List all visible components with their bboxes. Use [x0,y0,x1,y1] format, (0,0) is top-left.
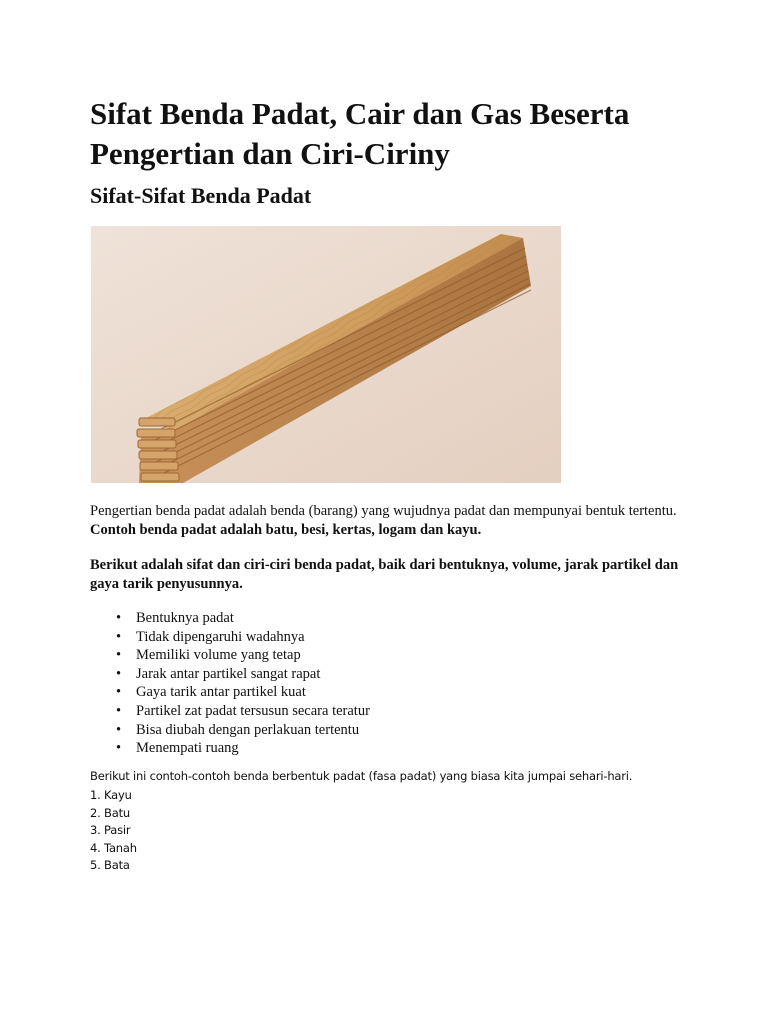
list-item: • Bentuknya padat [116,610,234,626]
list-item: 3. Pasir [90,823,131,838]
list-item: 1. Kayu [90,788,132,802]
list-item: • Menempati ruang [116,740,239,757]
properties-lead: Berikut adalah sifat dan ciri-ciri benda padat, baik dari bentuknya, volume, jarak partikel dan gaya tarik penyusunnya. [90,557,679,592]
list-item: • Tidak dipengaruhi wadahnya [116,628,305,645]
list-item: • Gaya tarik antar partikel kuat [116,684,306,701]
intro-examples: Contoh benda padat adalah batu, besi, kertas, logam dan kayu. [90,522,482,538]
wooden-planks-photo [91,226,561,483]
examples-list [90,787,137,875]
page-title: Sifat Benda Padat, Cair dan Gas Beserta Pengertian dan Ciri-Ciriny [90,96,630,171]
list-item: • Partikel zat padat tersusun secara teratur [116,702,370,719]
examples-heading: Berikut ini contoh-contoh benda berbentuk padat (fasa padat) yang biasa kita jumpai sehari-hari. [90,769,633,783]
intro-paragraph [90,502,690,540]
list-item: • Bisa diubah dengan perlakuan tertentu [116,721,360,738]
list-item: 5. Bata [90,858,130,873]
list-item: • Jarak antar partikel sangat rapat [116,665,321,682]
list-item: 2. Batu [90,805,130,820]
list-item: • Memiliki volume yang tetap [116,647,301,664]
list-item: 4. Tanah [90,840,137,855]
section-heading: Sifat-Sifat Benda Padat [90,183,312,208]
intro-text: Pengertian benda padat adalah benda (barang) yang wujudnya padat dan mempunyai bentuk tertentu. [90,503,677,519]
properties-list [90,609,370,758]
